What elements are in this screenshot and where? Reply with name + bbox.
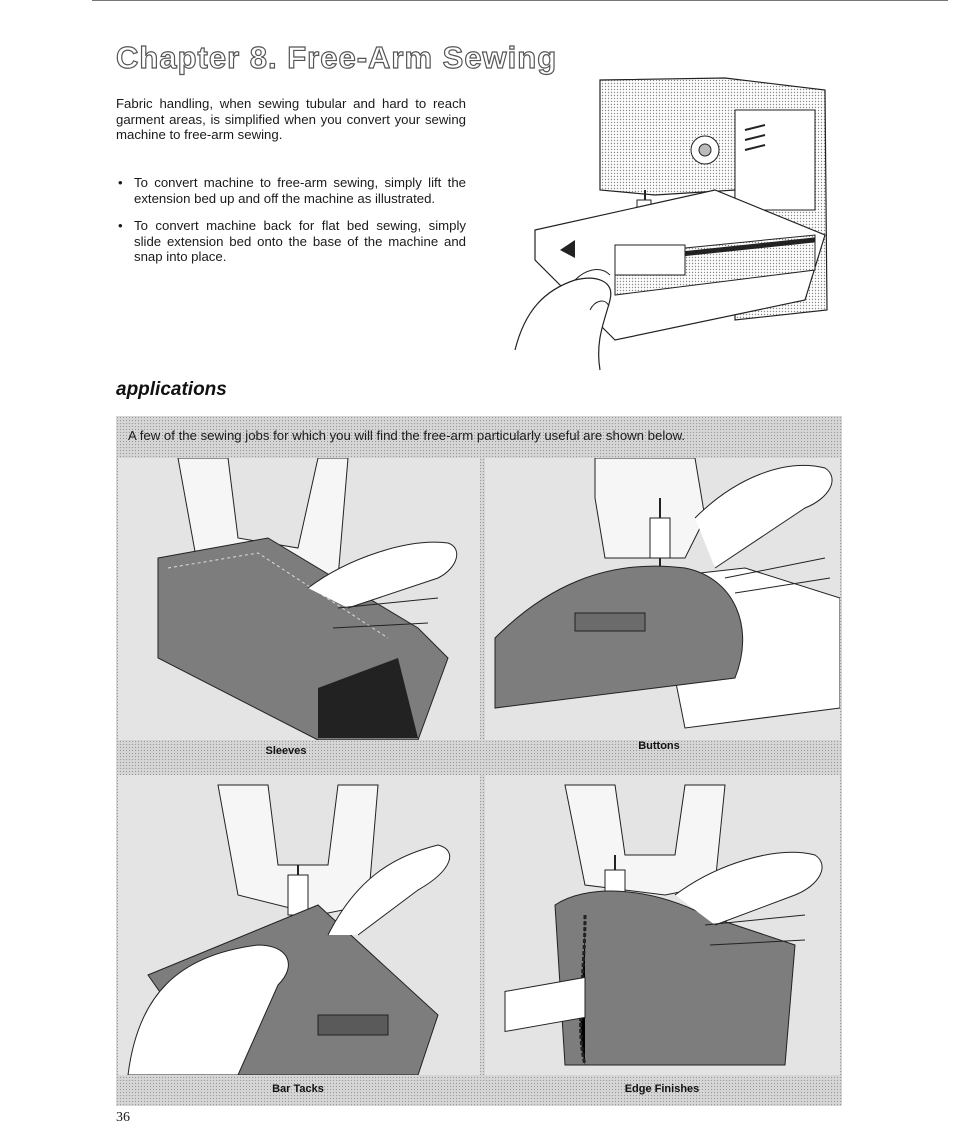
intro-text: Fabric handling, when sewing tubular and hard to reach garment areas, is simplified when you convert your sewing machine to free-arm sewing. (116, 96, 466, 143)
figure-label-edge-finishes: Edge Finishes (624, 1083, 700, 1095)
instruction-item (116, 175, 466, 206)
instruction-list (116, 175, 466, 277)
figure-label-sleeves: Sleeves (265, 745, 307, 757)
instruction-item (116, 218, 466, 265)
chapter-title: Chapter 8. Free-Arm Sewing (116, 40, 558, 75)
buttons-photo (485, 458, 840, 740)
bullet-icon: • (118, 175, 123, 190)
figure-label-bar-tacks: Bar Tacks (272, 1083, 324, 1095)
bullet-icon: • (118, 218, 123, 234)
edge-finishes-photo (485, 775, 840, 1075)
applications-caption: A few of the sewing jobs for which you will find the free-arm particularly useful are shown below. (128, 428, 686, 443)
bar-tacks-photo (118, 775, 480, 1075)
section-heading: applications (116, 379, 227, 400)
page-number: 36 (116, 1110, 130, 1125)
instruction-text: To convert machine to free-arm sewing, simply lift the extension bed up and off the machine as illustrated. (134, 175, 466, 206)
top-rule (92, 0, 948, 1)
sleeves-photo (118, 458, 480, 740)
instruction-text: To convert machine back for flat bed sewing, simply slide extension bed onto the base of the machine and snap into place. (134, 218, 466, 265)
machine-extension-illustration (505, 70, 835, 380)
figure-label-buttons: Buttons (638, 740, 680, 752)
intro-paragraph (116, 96, 466, 143)
